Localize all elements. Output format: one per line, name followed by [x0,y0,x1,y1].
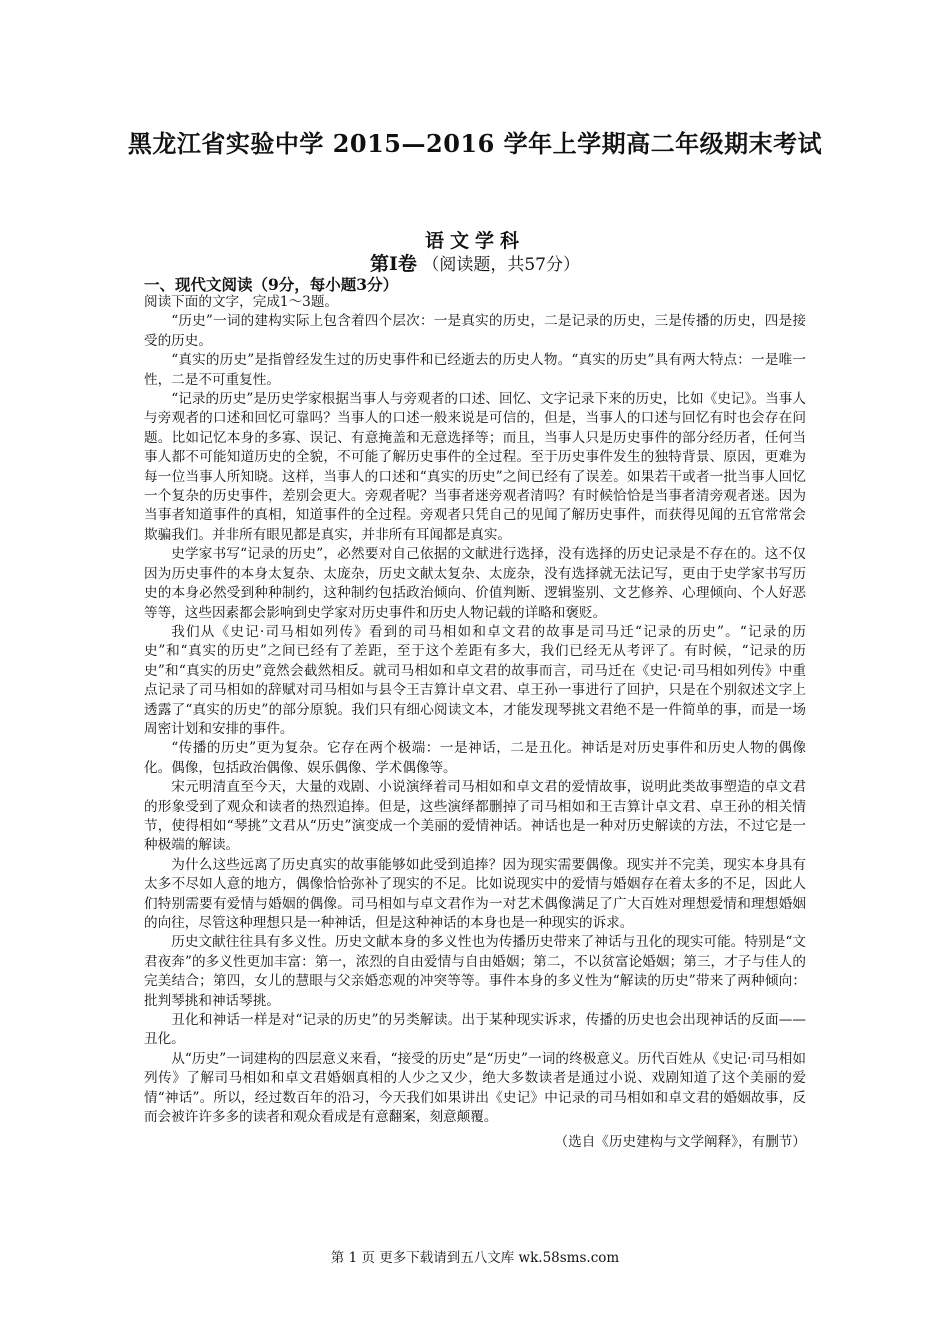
exam-title: 黑龙江省实验中学 2015—2016 学年上学期高二年级期末考试 [127,129,823,158]
paragraph: 史学家书写“记录的历史”，必然要对自己依据的文献进行选择，没有选择的历史记录是不存在的。这不仅因为历史事件的本身太复杂、太庞杂，历史文献太复杂、太庞杂，没有选择就无法记写，更由于史学家书写历史的本身必然受到种种制约，这种制约包括政治倾向、价值判断、逻辑鉴别、文艺修养、心理倾向、个人好恶等等，这些因素都会影响到史学家对历史事件和历史人物记载的详略和褒贬。 [144,546,806,621]
instruction: 阅读下面的文字，完成1～3题。 [144,294,339,310]
page-footer: 第 1 页 更多下载请到五八文库 wk.58sms.com [330,1250,620,1266]
paragraph: 宋元明清直至今天，大量的戏剧、小说演绎着司马相如和卓文君的爱情故事，说明此类故事塑造的卓文君的形象受到了观众和读者的热烈追捧。但是，这些演绎都删掉了司马相如和王吉算计卓文君、卓王孙的相关情节，使得相如“琴挑”文君从“历史”演变成一个美丽的爱情神话。神话也是一种对历史解读的方法，不过它是一种极端的解读。 [144,779,806,854]
reading-passage [144,293,806,1153]
source-citation: （选自《历史建构与文学阐释》，有删节） [554,1134,806,1151]
section-heading: 一、现代文阅读（9分，每小题3分） [144,275,399,294]
paragraph: “传播的历史”更为复杂。它存在两个极端：一是神话，二是丑化。神话是对历史事件和历史人物的偶像化。偶像，包括政治偶像、娱乐偶像、学术偶像等。 [144,740,806,776]
subject-heading: 语文学科 [424,230,525,252]
volume-note: （阅读题，共57分） [422,255,580,275]
paragraph: 为什么这些远离了历史真实的故事能够如此受到追捧？因为现实需要偶像。现实并不完美，现实本身具有太多不尽如人意的地方，偶像恰恰弥补了现实的不足。比如说现实中的爱情与婚姻存在着太多的不足，因此人们特别需要有爱情与婚姻的偶像。司马相如与卓文君作为一对艺术偶像满足了广大百姓对理想爱情和理想婚姻的向往，尽管这种理想只是一种神话，但是这种神话的本身也是一种现实的诉求。 [144,856,806,931]
paragraph: 从“历史”一词建构的四层意义来看，“接受的历史”是“历史”一词的终极意义。历代百姓从《史记·司马相如列传》了解司马相如和卓文君婚姻真相的人少之又少，绝大多数读者是通过小说、戏剧知道了这个美丽的爱情“神话”。所以，经过数百年的沿习，今天我们如果讲出《史记》中记录的司马相如和卓文君的婚姻故事，反而会被许许多多的读者和观众看成是有意翻案，刻意颠覆。 [144,1050,806,1126]
paragraph: “记录的历史”是历史学家根据当事人与旁观者的口述、回忆、文字记录下来的历史，比如《史记》。当事人与旁观者的口述和回忆可靠吗？当事人的口述一般来说是可信的，但是，当事人的口述与回忆有时也会存在问题。比如记忆本身的多寡、误记、有意掩盖和无意选择等；而且，当事人只是历史事件的部分经历者，任何当事人都不可能知道历史的全貌，不可能了解历史事件的全过程。至于历史事件发生的独特背景、原因，更难为每一位当事人所知晓。这样，当事人的口述和“真实的历史”之间已经有了误差。如果若干或者一批当事人回忆一个复杂的历史事件，差别会更大。旁观者呢？当事者迷旁观者清吗？有时候恰恰是当事者清旁观者迷。因为当事者知道事件的真相，知道事件的全过程。旁观者只凭自己的见闻了解历史事件，而获得见闻的五官常常会欺骗我们。并非所有眼见都是真实，并非所有耳闻都是真实。 [144,391,806,543]
volume-heading [0,249,950,276]
volume-label: 第Ⅰ卷 [370,253,417,275]
paragraph: 历史文献往往具有多义性。历史文献本身的多义性也为传播历史带来了神话与丑化的现实可能。特别是“文君夜奔”的多义性更加丰富：第一，浓烈的自由爱情与自由婚姻；第二，不以贫富论婚姻；第三，才子与佳人的完美结合；第四，女儿的慧眼与父亲婚恋观的冲突等等。事件本身的多义性为“解读的历史”带来了两种倾向：批判琴挑和神话琴挑。 [144,934,806,1009]
paragraph: 我们从《史记·司马相如列传》看到的司马相如和卓文君的故事是司马迁“记录的历史”。“记录的历史”和“真实的历史”之间已经有了差距，至于这个差距有多大，我们已经无从考评了。有时候，“记录的历史”和“真实的历史”竟然会截然相反。就司马相如和卓文君的故事而言，司马迁在《史记·司马相如列传》中重点记录了司马相如的辞赋对司马相如与县令王吉算计卓文君、卓王孙一事进行了回护，只是在个别叙述文字上透露了“真实的历史”的部分原貌。我们只有细心阅读文本，才能发现琴挑文君绝不是一件简单的事，而是一场周密计划和安排的事件。 [144,623,806,737]
paragraph: “真实的历史”是指曾经发生过的历史事件和已经逝去的历史人物。“真实的历史”具有两大特点：一是唯一性，二是不可重复性。 [144,352,806,388]
paragraph: 丑化和神话一样是对“记录的历史”的另类解读。出于某种现实诉求，传播的历史也会出现神话的反面——丑化。 [144,1012,806,1048]
paragraph: “历史”一词的建构实际上包含着四个层次：一是真实的历史，二是记录的历史，三是传播的历史，四是接受的历史。 [144,313,806,349]
